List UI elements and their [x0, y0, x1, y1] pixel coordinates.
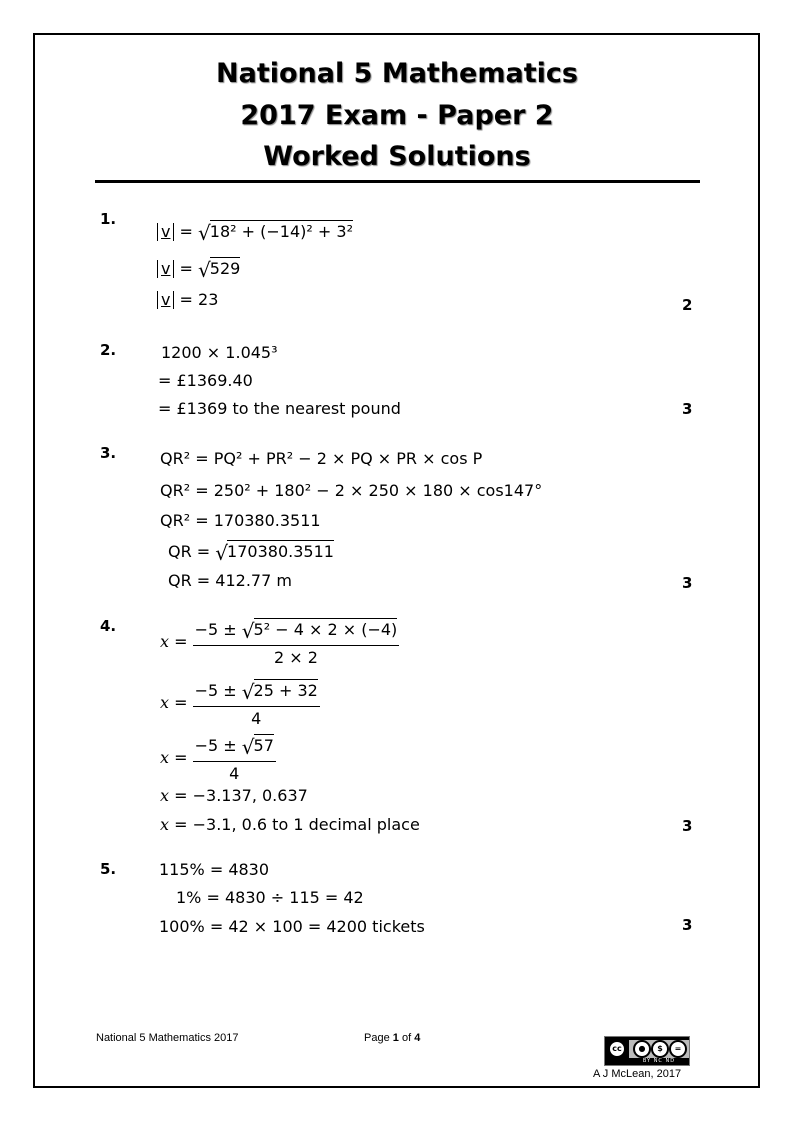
q4-radicand-3: 57 — [253, 736, 274, 755]
noderivatives-icon: = — [669, 1040, 687, 1058]
q1-radicand: 18² + (−14)² + 3² — [209, 222, 353, 241]
q4-line-5: x = −3.1, 0.6 to 1 decimal place — [160, 815, 420, 834]
question-4-number: 4. — [100, 617, 117, 635]
footer-author: A J McLean, 2017 — [593, 1068, 682, 1080]
footer-left: National 5 Mathematics 2017 — [96, 1032, 239, 1044]
question-5-number: 5. — [100, 860, 117, 878]
page-of: of — [401, 1032, 412, 1044]
q4-radicand-2: 25 + 32 — [253, 681, 318, 700]
q4-line-1: x = $\frac{\text{−5 ± √5² − 4 × 2 × (−4)}}{2 \times 2}$ — [160, 619, 398, 667]
q1-line-3: v = 23 — [157, 290, 218, 309]
q5-line-3: 100% = 42 × 100 = 4200 tickets — [159, 917, 425, 936]
question-1-marks: 2 — [682, 296, 693, 314]
attribution-icon: ● — [633, 1040, 651, 1058]
q4-result-2: = −3.1, 0.6 to 1 decimal place — [174, 815, 420, 834]
q5-line-2: 1% = 4830 ÷ 115 = 42 — [176, 888, 364, 907]
q3-line-4: QR = √170380.3511 — [168, 541, 334, 565]
q3-line-5: QR = 412.77 m — [168, 571, 292, 590]
q3-line-1: QR² = PQ² + PR² − 2 × PQ × PR × cos P — [160, 449, 483, 468]
title-line-2: 2017 Exam - Paper 2 — [240, 100, 554, 131]
page-total: 4 — [414, 1032, 421, 1044]
question-2-marks: 3 — [682, 400, 693, 418]
q3-radicand: 170380.3511 — [227, 542, 334, 561]
page-prefix: Page — [364, 1032, 390, 1044]
creative-commons-badge — [604, 1036, 690, 1066]
q5-line-1: 115% = 4830 — [159, 860, 270, 879]
question-4-marks: 3 — [682, 817, 693, 835]
cc-icon: cc — [608, 1040, 626, 1058]
title-line-1: National 5 Mathematics — [216, 58, 578, 89]
q2-line-2: = £1369.40 — [158, 371, 253, 390]
q4-denominator-3: 4 — [229, 764, 240, 783]
q1-answer: 23 — [198, 290, 219, 309]
license-labels: BY NC ND — [642, 1058, 676, 1064]
q2-line-3: = £1369 to the nearest pound — [158, 399, 401, 418]
question-2-number: 2. — [100, 341, 117, 359]
title-line-3: Worked Solutions — [263, 141, 531, 172]
q1-line-2: v = √529 — [157, 257, 240, 282]
q4-line-2: x = $\frac{-5 \pm √25 + 32}{4}$ — [160, 680, 318, 728]
q3-line-2: QR² = 250² + 180² − 2 × 250 × 180 × cos147° — [160, 481, 543, 500]
question-3-marks: 3 — [682, 574, 693, 592]
page-indicator — [364, 1032, 420, 1044]
q1-line-1: v = √18² + (−14)² + 3² — [157, 220, 353, 245]
q3-line-3: QR² = 170380.3511 — [160, 511, 321, 530]
q2-line-1: 1200 × 1.045³ — [161, 343, 278, 362]
title-rule — [95, 180, 700, 183]
q4-denominator-1: 2 × 2 — [273, 648, 318, 667]
q4-line-4: x = −3.137, 0.637 — [160, 786, 308, 805]
q4-line-3: x = $\frac{-5 \pm √57}{4}$ — [160, 735, 274, 783]
q4-result-1: = −3.137, 0.637 — [174, 786, 308, 805]
question-5-marks: 3 — [682, 916, 693, 934]
question-1-number: 1. — [100, 210, 117, 228]
page-number: 1 — [392, 1032, 399, 1044]
question-3-number: 3. — [100, 444, 117, 462]
q4-denominator-2: 4 — [251, 709, 262, 728]
q1-radicand-2: 529 — [209, 259, 241, 278]
q4-radicand-1: 5² − 4 × 2 × (−4) — [253, 620, 398, 639]
noncommercial-icon: $ — [651, 1040, 669, 1058]
